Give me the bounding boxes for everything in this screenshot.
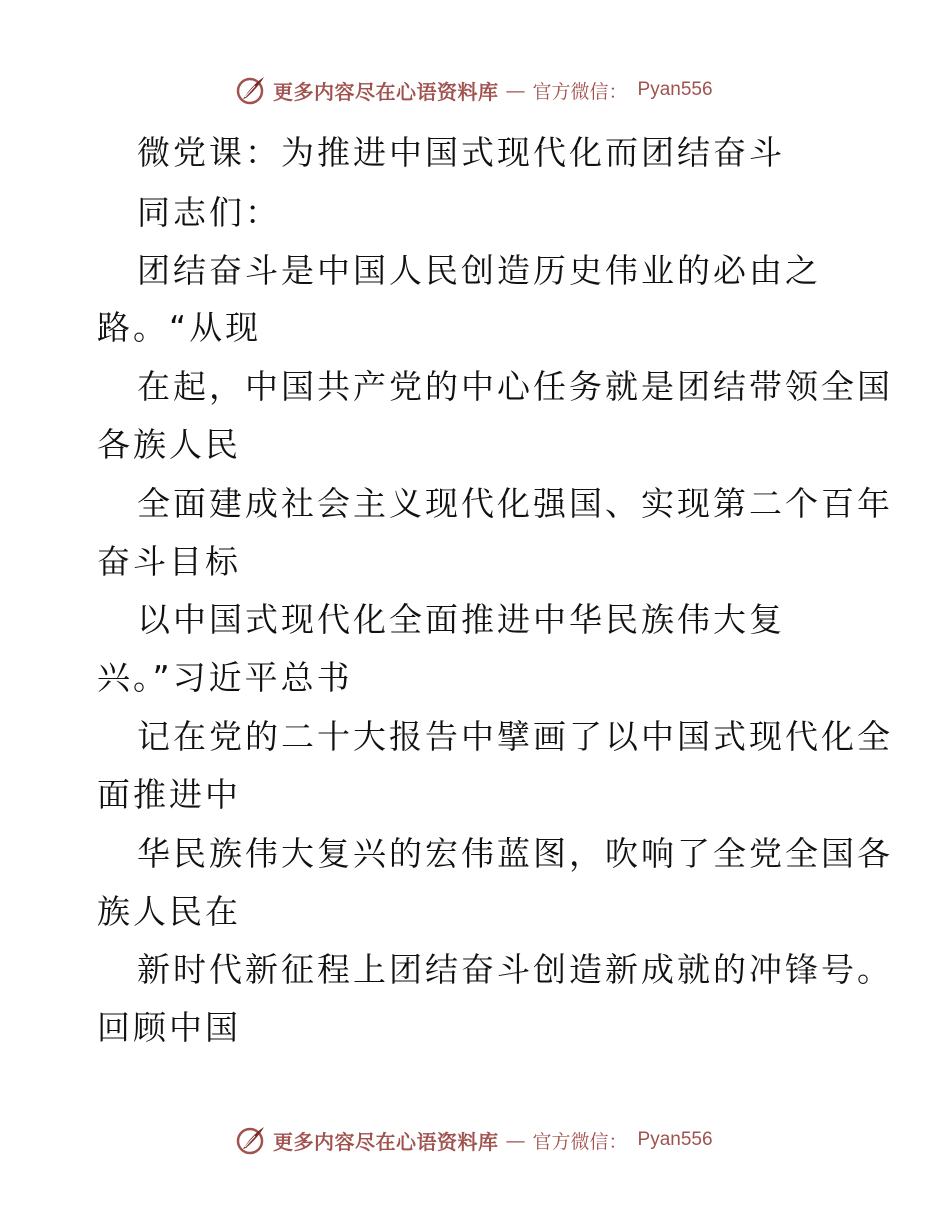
feather-pen-circle-icon (235, 74, 267, 106)
body-line: 以中国式现代化全面推进中华民族伟大复 (137, 600, 785, 639)
body-line: 新时代新征程上团结奋斗创造新成就的冲锋号。 (137, 950, 893, 989)
body-line: 回顾中国 (97, 1008, 241, 1047)
body-line: 面推进中 (97, 775, 241, 814)
body-line: 族人民在 (97, 892, 241, 931)
document-title: 微党课：为推进中国式现代化而团结奋斗 (137, 133, 785, 172)
body-line: 兴。”习近平总书 (97, 658, 353, 697)
body-line: 记在党的二十大报告中擘画了以中国式现代化全 (137, 717, 893, 756)
body-line: 在起，中国共产党的中心任务就是团结带领全国 (137, 367, 893, 406)
body-line: 各族人民 (97, 425, 241, 464)
body-line: 同志们： (137, 193, 281, 232)
separator-dash: — (505, 1128, 526, 1152)
body-line: 奋斗目标 (97, 542, 241, 581)
body-line: 全面建成社会主义现代化强国、实现第二个百年 (137, 484, 893, 523)
footer-banner[interactable] (235, 1122, 715, 1158)
wechat-label: 官方微信： (532, 1130, 628, 1153)
wechat-id: Pyan556 (637, 79, 713, 100)
body-line: 路。“从现 (97, 308, 262, 347)
wechat-id: Pyan556 (637, 1129, 713, 1150)
feather-pen-circle-icon (235, 1124, 267, 1156)
wechat-label: 官方微信： (532, 80, 628, 103)
site-name-text: 更多内容尽在心语资料库 (273, 1129, 499, 1154)
header-banner[interactable] (235, 72, 715, 108)
body-line: 团结奋斗是中国人民创造历史伟业的必由之 (137, 251, 821, 290)
separator-dash: — (505, 78, 526, 102)
site-name-text: 更多内容尽在心语资料库 (273, 79, 499, 104)
body-line: 华民族伟大复兴的宏伟蓝图，吹响了全党全国各 (137, 834, 893, 873)
